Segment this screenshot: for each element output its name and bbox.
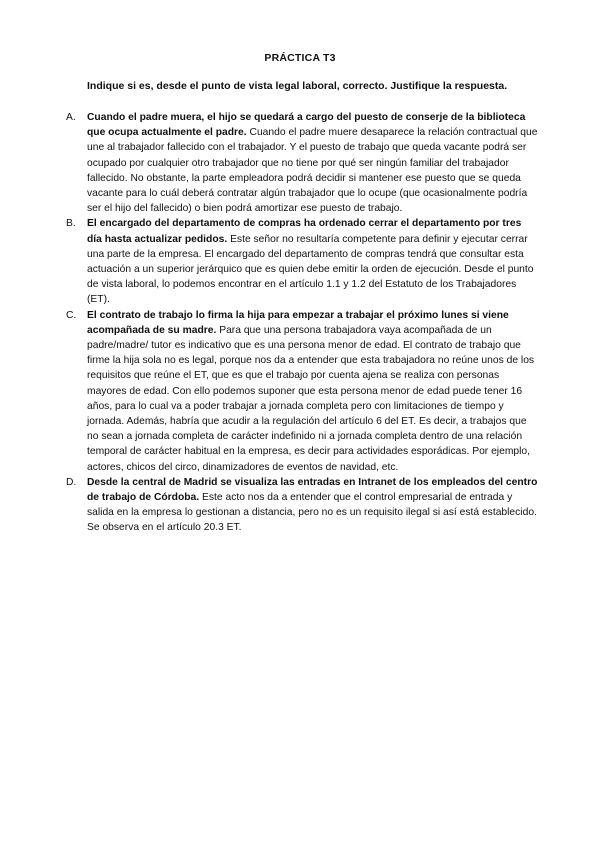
item-letter: C. — [66, 309, 77, 321]
item-letter: A. — [66, 112, 76, 123]
list-item-d — [66, 475, 538, 536]
item-statement: El encargado del departamento de compras ha ordenado cerrar el departamento por tres día hasta actualizar pedidos. — [87, 218, 522, 245]
item-answer: Este acto nos da a entender que el control empresarial de entrada y salida en la empresa lo gestionan a distancia, pero no es un requisito ilegal si así está establecido. Se observa en el artículo 20.3 ET. — [87, 492, 537, 534]
answer-list — [66, 110, 538, 536]
item-letter: B. — [66, 218, 76, 230]
list-item-a — [66, 110, 538, 216]
item-answer: Este señor no resultaría competente para definir y ejecutar cerrar una parte de la empresa. El encargado del departamento de compras tendrá que consultar esta actuación a un superior jerárquico que es quien debe emitir la orden de ejecución. Desde el punto de vista laboral, lo podemos encontrar en el artículo 1.1 y 1.2 del Estatuto de los Trabajadores (ET). — [87, 233, 534, 306]
item-statement: Desde la central de Madrid se visualiza las entradas en Intranet de los empleados del centro de trabajo de Córdoba. — [87, 476, 538, 504]
instruction-text: Indique si es, desde el punto de vista legal laboral, correcto. Justifique la respuesta. — [87, 80, 508, 92]
page-title: PRÁCTICA T3 — [264, 52, 336, 64]
list-item-c — [66, 308, 538, 475]
item-answer: Para que una persona trabajadora vaya acompañada de un padre/madre/ tutor es indicativo que es una persona menor de edad. El contrato de trabajo que firme la hija sola no es legal, porque nos da a entender que esta trabajadora no reúne unos de los requisitos que reúne el ET, que es que el trabajo por cuenta ajena se realiza con personas mayores de edad. Con ello podemos suponer que esta persona menor de edad puede tener 16 años, para lo cual va a poder trabajar a jornada completa pero con limitaciones de tiempo y jornada. Además, habría que acudir a la regulación del artículo 6 del ET. Es decir, a trabajos que no sean a jornada completa de carácter indefinido ni a jornada completa dentro de una relación temporal de carácter habitual en la empresa, es decir para actividades esporádicas. Por ejemplo, actores, chicos del circo, dinamizadores de eventos de navidad, etc. — [87, 324, 535, 473]
item-statement: El contrato de trabajo lo firma la hija para empezar a trabajar el próximo lunes si viene acompañada de su madre. — [87, 309, 509, 336]
list-item-b — [66, 216, 538, 307]
item-answer: Cuando el padre muere desaparece la relación contractual que une al trabajador fallecido con el trabajador. Y el puesto de trabajo que queda vacante podrá ser ocupado por cualquier otro trabajador que no tiene por qué ser ningún familiar del trabajador fallecido. No obstante, la parte empleadora podrá decidir si mantener ese puesto que se queda vacante para lo cuál deberá contratar algún trabajador que lo ocupe (que ocasionalmente podría ser el hijo del fallecido) o bien podrá amortizar ese puesto de trabajo. — [87, 127, 538, 215]
item-letter: D. — [66, 476, 77, 488]
item-statement: Cuando el padre muera, el hijo se quedará a cargo del puesto de conserje de la biblioteca que ocupa actualmente el padre. — [87, 112, 526, 139]
